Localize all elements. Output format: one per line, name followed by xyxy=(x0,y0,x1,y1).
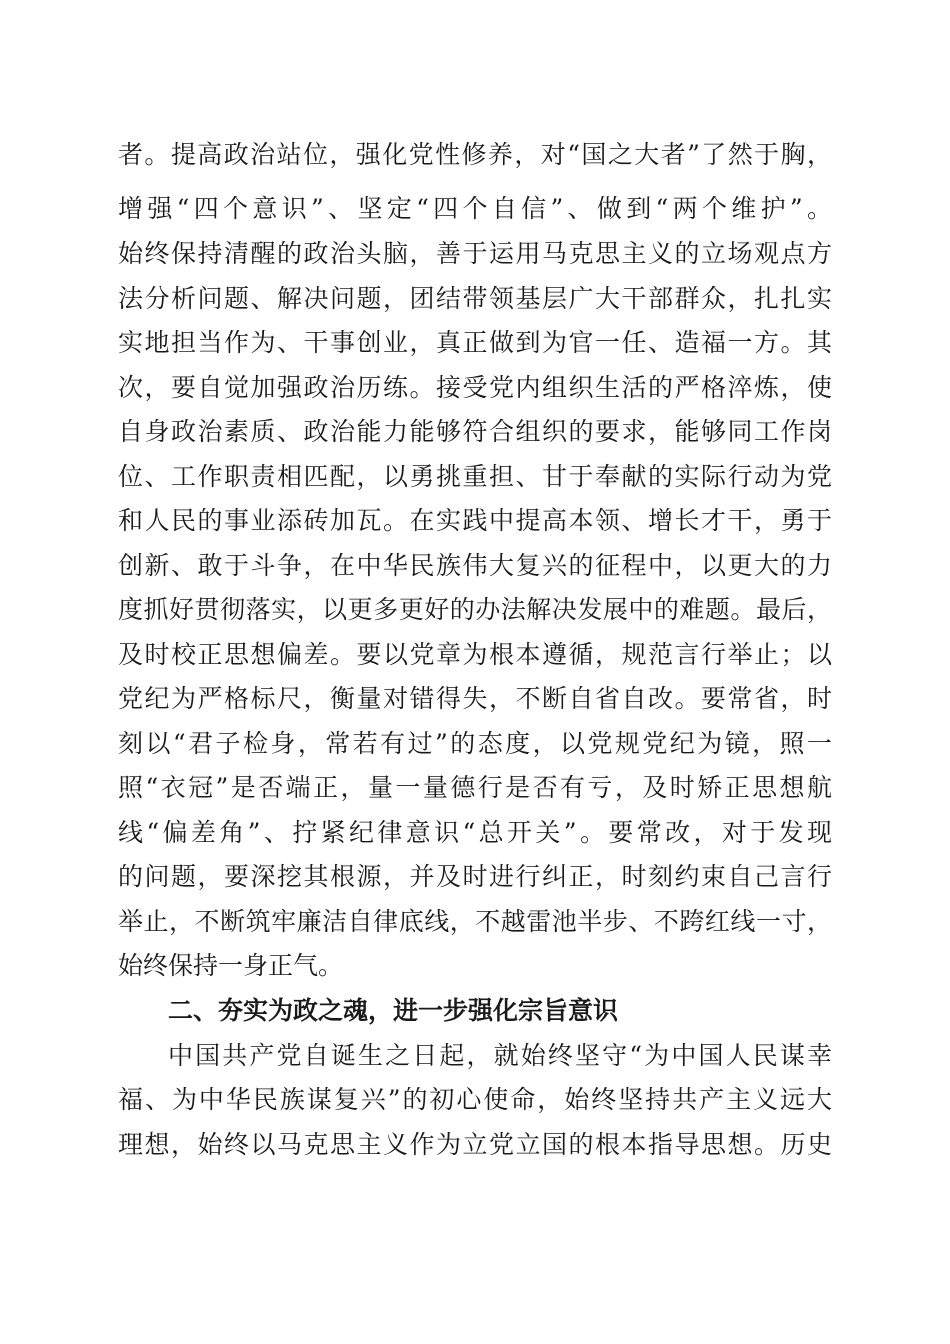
paragraph-line: 始终保持一身正气。 xyxy=(118,951,344,980)
section-heading: 二、夯实为政之魂，进一步强化宗旨意识 xyxy=(168,996,619,1025)
paragraph-line: 者。提高政治站位，强化党性修养，对“国之大者”了然于胸， xyxy=(118,140,832,169)
paragraph-line: 创新、敢于斗争，在中华民族伟大复兴的征程中，以更大的力 xyxy=(118,551,832,580)
paragraph-line: 和人民的事业添砖加瓦。在实践中提高本领、增长才干，勇于 xyxy=(118,506,832,535)
paragraph-line: 及时校正思想偏差。要以党章为根本遵循，规范言行举止；以 xyxy=(118,640,832,669)
paragraph-line: 位、工作职责相匹配，以勇挑重担、甘于奉献的实际行动为党 xyxy=(118,462,832,491)
paragraph-line: 度抓好贯彻落实，以更多更好的办法解决发展中的难题。最后， xyxy=(118,595,832,624)
paragraph-line: 次，要自觉加强政治历练。接受党内组织生活的严格淬炼，使 xyxy=(118,373,832,402)
paragraph-line: 照“衣冠”是否端正，量一量德行是否有亏，及时矫正思想航 xyxy=(118,773,832,802)
paragraph-line: 党纪为严格标尺，衡量对错得失，不断自省自改。要常省，时 xyxy=(118,684,832,713)
paragraph-line: 自身政治素质、政治能力能够符合组织的要求，能够同工作岗 xyxy=(118,417,832,446)
paragraph-line: 法分析问题、解决问题，团结带领基层广大干部群众，扎扎实 xyxy=(118,284,832,313)
paragraph-line: 举止，不断筑牢廉洁自律底线，不越雷池半步、不跨红线一寸， xyxy=(118,907,832,936)
paragraph-line: 线“偏差角”、拧紧纪律意识“总开关”。要常改，对于发现 xyxy=(118,818,832,847)
paragraph-line: 始终保持清醒的政治头脑，善于运用马克思主义的立场观点方 xyxy=(118,239,832,268)
paragraph-line: 福、为中华民族谋复兴”的初心使命，始终坚持共产主义远大 xyxy=(118,1085,832,1114)
paragraph-line: 的问题，要深挖其根源，并及时进行纠正，时刻约束自己言行 xyxy=(118,862,832,891)
paragraph-line: 中国共产党自诞生之日起，就始终坚守“为中国人民谋幸 xyxy=(168,1041,832,1070)
paragraph-line: 增强“四个意识”、坚定“四个自信”、做到“两个维护”。 xyxy=(118,194,832,223)
paragraph-line: 实地担当作为、干事创业，真正做到为官一任、造福一方。其 xyxy=(118,328,832,357)
paragraph-line: 理想，始终以马克思主义作为立党立国的根本指导思想。历史 xyxy=(118,1130,832,1159)
paragraph-line: 刻以“君子检身，常若有过”的态度，以党规党纪为镜，照一 xyxy=(118,729,832,758)
